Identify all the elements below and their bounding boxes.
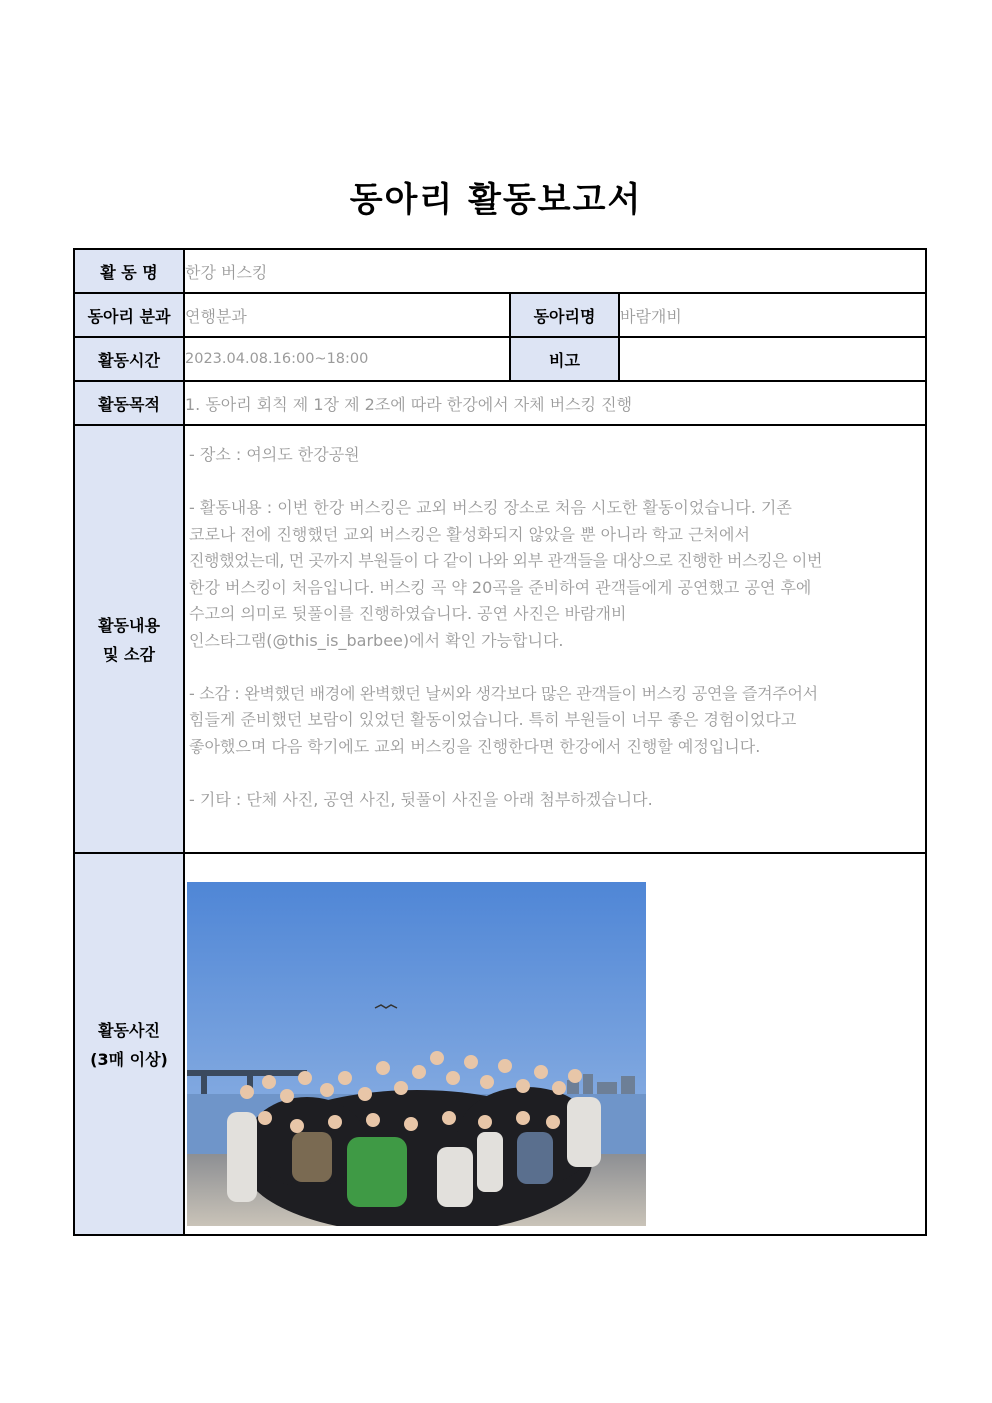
- row-purpose: [74, 381, 926, 425]
- purpose-label: 활동목적: [74, 381, 184, 425]
- content-line: - 활동내용 : 이번 한강 버스킹은 교외 버스킹 장소로 처음 시도한 활동이었습니다. 기존: [189, 498, 792, 517]
- row-activity-time: [74, 337, 926, 381]
- content-line: - 기타 : 단체 사진, 공연 사진, 뒷풀이 사진을 아래 첨부하겠습니다.: [189, 789, 653, 809]
- content-label: [74, 425, 184, 853]
- division-value[interactable]: 연행분과: [184, 293, 510, 337]
- row-photos: [74, 853, 926, 1235]
- content-line: 한강 버스킹이 처음입니다. 버스킹 곡 약 20곡을 준비하여 관객들에게 공연했고 공연 후에: [189, 577, 812, 597]
- content-gap: [189, 654, 923, 681]
- content-label-line2: 및 소감: [103, 645, 155, 664]
- content-line: 힘들게 준비했던 보람이 있었던 활동이었습니다. 특히 부원들이 너무 좋은 경험이었다고: [189, 710, 797, 729]
- content-line: - 장소 : 여의도 한강공원: [189, 445, 360, 464]
- report-table: [73, 248, 927, 1236]
- row-content: [74, 425, 926, 853]
- photos-cell: [184, 853, 926, 1235]
- content-cell[interactable]: [184, 425, 926, 853]
- content-line: 진행했었는데, 먼 곳까지 부원들이 다 같이 나와 외부 관객들을 대상으로 진행한 버스킹은 이번: [189, 551, 823, 570]
- row-activity-name: [74, 249, 926, 293]
- photos-label-line2: (3매 이상): [90, 1050, 168, 1069]
- photos-label-line1: 활동사진: [98, 1021, 160, 1040]
- content-gap: [189, 469, 923, 496]
- photos-label: [74, 853, 184, 1235]
- note-value[interactable]: [619, 337, 926, 381]
- row-division: [74, 293, 926, 337]
- content-line: 수고의 의미로 뒷풀이를 진행하였습니다. 공연 사진은 바람개비: [189, 604, 627, 623]
- activity-time-value[interactable]: 2023.04.08.16:00~18:00: [184, 337, 510, 381]
- content-line: 좋아했으며 다음 학기에도 교외 버스킹을 진행한다면 한강에서 진행할 예정입니다.: [189, 736, 761, 756]
- purpose-value[interactable]: 1. 동아리 회칙 제 1장 제 2조에 따라 한강에서 자체 버스킹 진행: [184, 381, 926, 425]
- activity-name-value[interactable]: 한강 버스킹: [184, 249, 926, 293]
- page-title: 동아리 활동보고서: [349, 180, 643, 220]
- club-name-value[interactable]: 바람개비: [619, 293, 926, 337]
- content-text: [185, 426, 925, 831]
- content-label-line1: 활동내용: [98, 616, 160, 635]
- activity-time-label: 활동시간: [74, 337, 184, 381]
- activity-name-label: 활 동 명: [74, 249, 184, 293]
- content-line: 코로나 전에 진행했던 교외 버스킹은 활성화되지 않았을 뿐 아니라 학교 근처에서: [189, 524, 750, 544]
- content-gap: [189, 760, 923, 787]
- club-name-label: 동아리명: [510, 293, 619, 337]
- division-label: 동아리 분과: [74, 293, 184, 337]
- group-photo-image: [187, 882, 646, 1226]
- group-photo[interactable]: [187, 882, 646, 1226]
- content-line: 인스타그램(@this_is_barbee)에서 확인 가능합니다.: [189, 630, 564, 650]
- note-label: 비고: [510, 337, 619, 381]
- content-line: - 소감 : 완벽했던 배경에 완벽했던 날씨와 생각보다 많은 관객들이 버스킹 공연을 즐겨주어서: [189, 683, 818, 703]
